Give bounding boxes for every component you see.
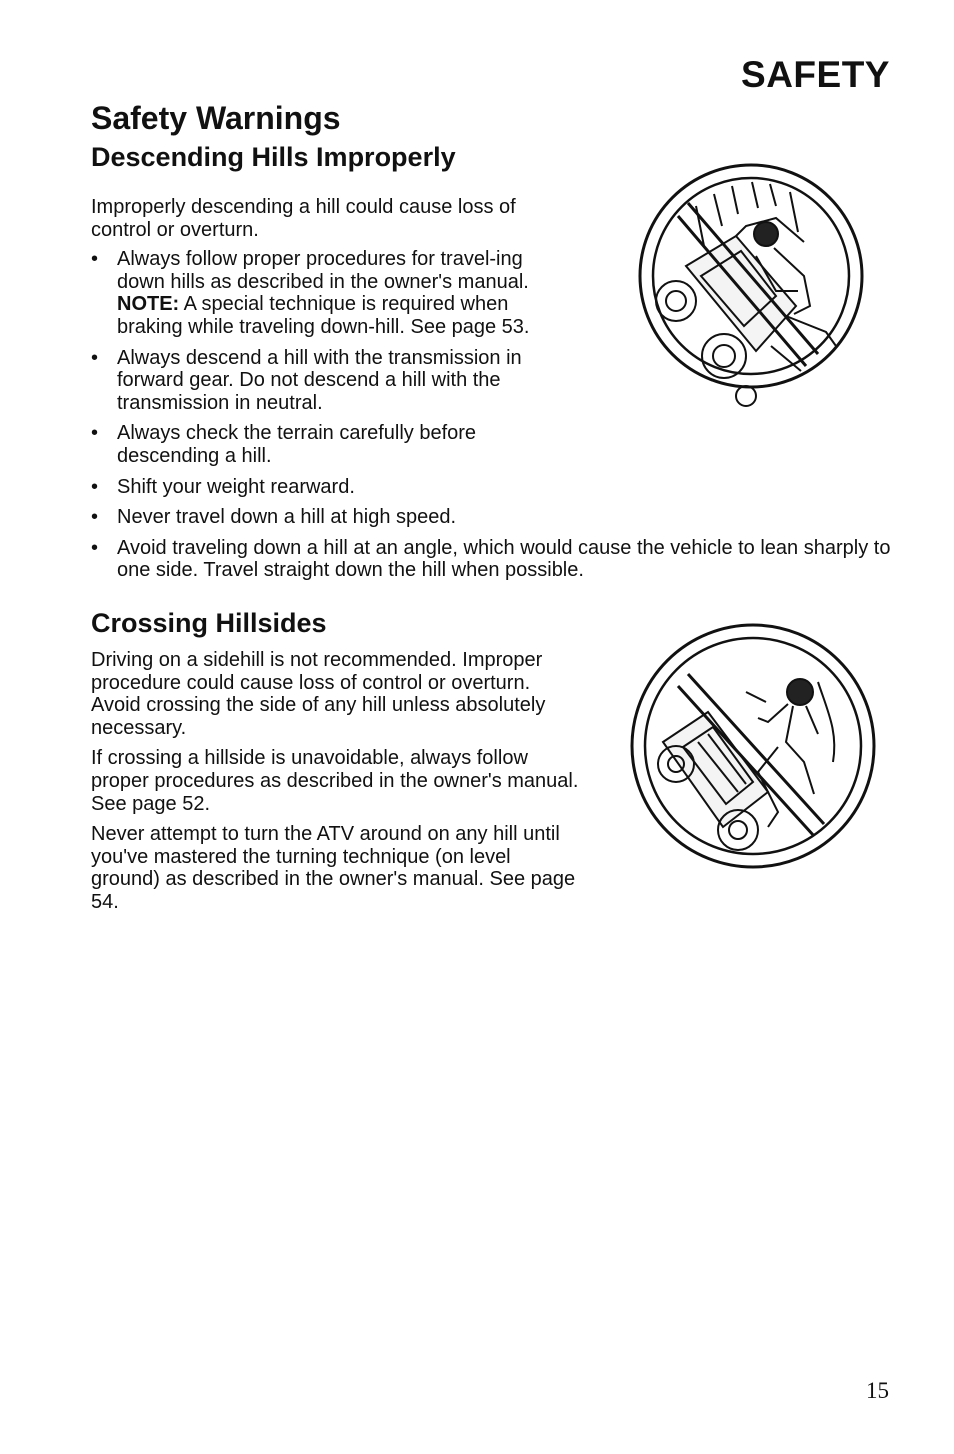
crossing-paragraph-2: If crossing a hillside is unavoidable, always follow proper procedures as described in the owner's manual. See page 52. bbox=[91, 747, 579, 815]
bullet-glyph: • bbox=[91, 422, 99, 445]
bullet-glyph: • bbox=[91, 346, 99, 369]
chapter-title: SAFETY bbox=[741, 54, 890, 95]
bullet-glyph: • bbox=[91, 506, 99, 529]
bullet-text: Never travel down a hill at high speed. bbox=[117, 506, 457, 529]
bullet-text: Always descend a hill with the transmission in forward gear. Do not descend a hill with the transmission in neutral. bbox=[117, 346, 522, 414]
prohibited-atv-downhill-icon bbox=[626, 156, 876, 420]
list-item bbox=[91, 537, 897, 582]
list-item bbox=[91, 347, 562, 415]
section-crossing-hillsides bbox=[91, 608, 581, 922]
bullet-glyph: • bbox=[91, 248, 99, 271]
page-title: Safety Warnings bbox=[91, 100, 341, 136]
bullet-text: Always check the terrain carefully before descending a hill. bbox=[117, 422, 477, 467]
prohibited-atv-sidehill-icon bbox=[628, 622, 878, 870]
list-item bbox=[91, 422, 562, 467]
descending-intro: Improperly descending a hill could cause loss of control or overturn. bbox=[91, 196, 516, 241]
crossing-paragraph-1: Driving on a sidehill is not recommended. Improper procedure could cause loss of control or overturn. Avoid crossing the side of any hill unless absolutely necessary. bbox=[91, 649, 546, 739]
bullet-text: Shift your weight rearward. bbox=[117, 475, 355, 498]
section-heading-descending: Descending Hills Improperly bbox=[91, 142, 456, 172]
list-item bbox=[91, 476, 891, 499]
page-number: 15 bbox=[866, 1378, 889, 1403]
bullet-text: A special technique is required when braking while traveling down-hill. See page 53. bbox=[117, 293, 530, 338]
bullet-text: Always follow proper procedures for travel-ing down hills as described in the owner's manual. bbox=[117, 248, 529, 293]
bullet-glyph: • bbox=[91, 475, 99, 498]
crossing-paragraph-3: Never attempt to turn the ATV around on any hill until you've mastered the turning technique (on level ground) as described in the owner's manual. See page 54. bbox=[91, 823, 576, 913]
section-heading-crossing: Crossing Hillsides bbox=[91, 608, 327, 638]
list-item bbox=[91, 506, 891, 529]
list-item bbox=[91, 248, 562, 338]
bullet-glyph: • bbox=[91, 536, 99, 559]
note-label: NOTE: bbox=[117, 293, 180, 316]
bullet-text: Avoid traveling down a hill at an angle, which would cause the vehicle to lean sharply to one side. Travel straight down the hill when possible. bbox=[117, 536, 891, 582]
